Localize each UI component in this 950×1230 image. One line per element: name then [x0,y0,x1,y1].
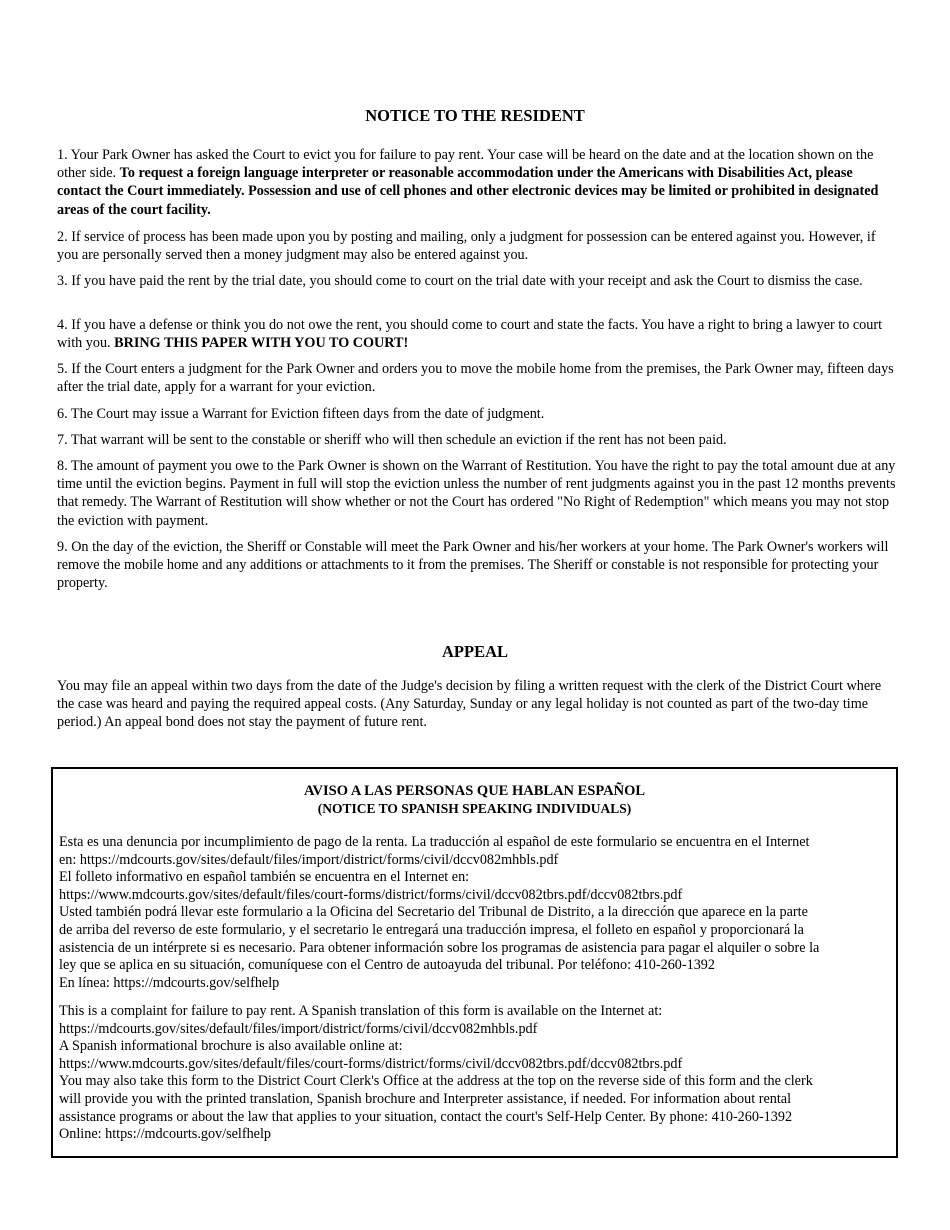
notice-item-6: 6. The Court may issue a Warrant for Eviction fifteen days from the date of judgment. [57,406,545,422]
english-line: Online: https://mdcourts.gov/selfhelp [59,1126,272,1143]
spanish-line: en: https://mdcourts.gov/sites/default/files/import/district/forms/civil/dccv082mhbls.pdf [59,851,559,868]
spanish-notice-box [51,767,898,1158]
notice-item-7: 7. That warrant will be sent to the constable or sheriff who will then schedule an eviction if the rent has not been paid. [57,432,727,448]
english-line: assistance programs or about the law that applies to your situation, contact the court's Self-Help Center. By phone: 410-260-1392 [59,1108,793,1125]
spanish-line: de arriba del reverso de este formulario, y el secretario le entregará una traducción impresa, el folleto en español y proporcionará la [59,921,804,938]
spanish-line: El folleto informativo en español también se encuentra en el Internet en: [59,869,470,886]
english-line: A Spanish informational brochure is also available online at: [59,1038,403,1055]
notice-item-5: 5. If the Court enters a judgment for the Park Owner and orders you to move the mobile home from the premises, the Park Owner may, fifteen days after the trial date, apply for a warrant for your eviction. [57,361,894,396]
english-text-block [59,1003,894,1144]
spanish-notice-title: AVISO A LAS PERSONAS QUE HABLAN ESPAÑOL [303,783,646,799]
english-line: will provide you with the printed translation, Spanish brochure and Interpreter assistance, if needed. For information about rental [59,1090,792,1107]
spanish-line: Esta es una denuncia por incumplimiento de pago de la renta. La traducción al español de este formulario se encuentra en el Internet [59,834,810,850]
spanish-text-block [59,834,894,992]
spanish-line: Usted también podrá llevar este formulario a la Oficina del Secretario del Tribunal de Distrito, a la dirección que aparece en la parte [59,904,808,921]
english-line: This is a complaint for failure to pay rent. A Spanish translation of this form is available on the Internet at: [59,1003,663,1019]
spanish-line: En línea: https://mdcourts.gov/selfhelp [59,974,280,991]
notice-item-8: 8. The amount of payment you owe to the Park Owner is shown on the Warrant of Restitution. You have the right to pay the total amount due at any time until the eviction begins. Payment in full will stop the eviction unless the number of rent judgments against you in the past 12 months prevents that remedy. The Warrant of Restitution will show whether or not the Court has ordered "No Right of Redemption" which means you may not stop the eviction with payment. [57,458,896,529]
spanish-notice-subtitle: (NOTICE TO SPANISH SPEAKING INDIVIDUALS) [317,801,632,816]
appeal-title: APPEAL [442,642,508,661]
english-line: https://www.mdcourts.gov/sites/default/files/court-forms/district/forms/civil/dccv082tbrs.pdf/dccv082tbrs.pdf [59,1055,683,1072]
spanish-line: https://www.mdcourts.gov/sites/default/files/court-forms/district/forms/civil/dccv082tbrs.pdf/dccv082tbrs.pdf [59,886,683,903]
notice-item-4: 4. If you have a defense or think you do not owe the rent, you should come to court and state the facts. You have a right to bring a lawyer to court with you. BRING THIS PAPER WITH YOU TO COURT! [57,317,883,352]
notice-item-9: 9. On the day of the eviction, the Sheriff or Constable will meet the Park Owner and his/her workers at your home. The Park Owner's workers will remove the mobile home and any additions or attachments to it from the premises. The Sheriff or constable is not responsible for protecting your property. [57,539,889,592]
notice-item-1: 1. Your Park Owner has asked the Court to evict you for failure to pay rent. Your case will be heard on the date and at the location shown on the other side. To request a foreign language interpreter or reasonable accommodation under the Americans with Disabilities Act, please contact the Court immediately. Possession and use of cell phones and other electronic devices may be limited or prohibited in designated areas of the court facility. [57,147,879,218]
spanish-line: ley que se aplica en su situación, comuníquese con el Centro de autoayuda del tribunal. Por teléfono: 410-260-1392 [59,957,715,974]
english-line: https://mdcourts.gov/sites/default/files/import/district/forms/civil/dccv082mhbls.pdf [59,1020,538,1037]
english-line: You may also take this form to the District Court Clerk's Office at the address at the top on the reverse side of this form and the clerk [59,1073,813,1090]
notice-title: NOTICE TO THE RESIDENT [365,106,585,125]
notice-item-2: 2. If service of process has been made upon you by posting and mailing, only a judgment for possession can be entered against you. However, if you are personally served then a money judgment may also be entered against you. [57,229,876,264]
spanish-line: asistencia de un intérprete si es necesario. Para obtener información sobre los programas de asistencia para pagar el alquiler o sobre la [59,939,820,956]
appeal-text: You may file an appeal within two days from the date of the Judge's decision by filing a written request with the clerk of the District Court where the case was heard and paying the required appeal costs. (Any Saturday, Sunday or any legal holiday is not counted as part of the two-day time period.) An appeal bond does not stay the payment of future rent. [57,678,882,731]
notice-item-3: 3. If you have paid the rent by the trial date, you should come to court on the trial date with your receipt and ask the Court to dismiss the case. [57,273,863,289]
